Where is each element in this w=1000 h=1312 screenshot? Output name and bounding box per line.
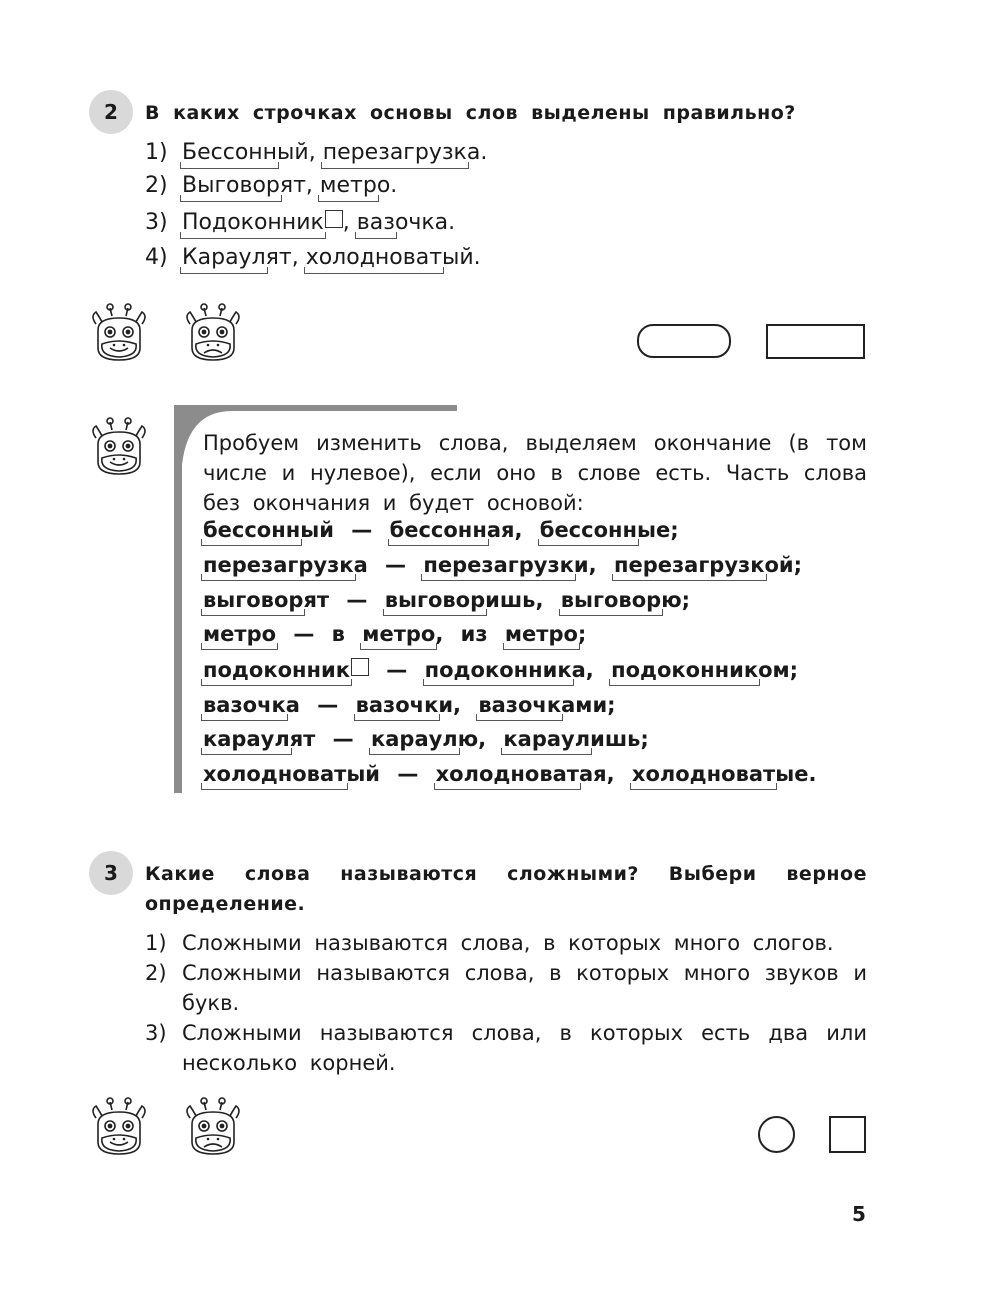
- word-stem: бессонн: [203, 518, 301, 542]
- word-ending: очка.: [394, 210, 456, 235]
- word-ending: —: [369, 658, 425, 682]
- word-ending: ишь;: [590, 727, 649, 751]
- example-line: [203, 588, 690, 612]
- word-stem: вазочк: [203, 693, 286, 717]
- word-ending: ая,: [486, 518, 540, 542]
- word-ending: ,: [342, 210, 357, 235]
- task-3-options: [145, 928, 867, 1078]
- word-stem: перезагрузк: [322, 140, 467, 165]
- giraffe-sad-icon[interactable]: [182, 1096, 244, 1160]
- word-ending: ом;: [758, 658, 799, 682]
- word-stem: перезагрузк: [613, 553, 765, 577]
- word-ending: а —: [353, 553, 424, 577]
- task-3-number: 3: [89, 851, 133, 895]
- example-line: [203, 518, 679, 542]
- example-line: [203, 622, 586, 646]
- word-stem: метр: [319, 173, 377, 198]
- word-stem: вазочк: [478, 693, 562, 717]
- oval-answer-box[interactable]: [637, 324, 731, 358]
- task-3-title: Какие слова называются сложными? Выбери верное определение.: [145, 863, 867, 915]
- hint-text: Пробуем изменить слова, выделяем окончание (в том числе и нулевое), если оно в слове есть. Часть слова без окончания и будет основой:: [203, 431, 867, 515]
- page-number: 5: [852, 1202, 866, 1226]
- word-stem: вазочк: [355, 693, 439, 717]
- giraffe-happy-icon[interactable]: [88, 1096, 150, 1160]
- zero-ending-box: [351, 658, 369, 676]
- word-stem: холодноват: [435, 762, 579, 786]
- word-stem: выговор: [203, 588, 304, 612]
- task-3-option[interactable]: 2) Сложными называются слова, в которых много звуков и букв.: [145, 961, 867, 1015]
- word-ending: ами;: [561, 693, 616, 717]
- word-stem: подоконник: [424, 658, 572, 682]
- word-stem: караул: [503, 727, 591, 751]
- task-2-title: В каких строчках основы слов выделены правильно?: [145, 102, 796, 124]
- word-stem: холодноват: [305, 245, 443, 270]
- task-3-option[interactable]: 3) Сложными называются слова, в которых есть два или несколько корней.: [145, 1021, 867, 1075]
- word-stem: Подоконник: [182, 210, 324, 235]
- example-line: [203, 658, 798, 682]
- word-ending: , из: [435, 622, 505, 646]
- circle-answer-box[interactable]: [758, 1116, 795, 1153]
- word-ending: ят —: [303, 588, 385, 612]
- word-stem: холодноват: [203, 762, 347, 786]
- word-stem: ваз: [356, 210, 395, 235]
- word-stem: подоконник: [203, 658, 350, 682]
- word-stem: метро: [203, 622, 277, 646]
- word-stem: выговор: [560, 588, 662, 612]
- word-stem: холодноват: [631, 762, 776, 786]
- word-ending: ый,: [277, 140, 323, 165]
- word-ending: а,: [571, 658, 612, 682]
- word-ending: ят,: [265, 245, 306, 270]
- word-stem: перезагрузк: [203, 553, 354, 577]
- word-ending: ая,: [578, 762, 632, 786]
- example-line: [203, 553, 802, 577]
- giraffe-sad-icon[interactable]: [182, 302, 244, 366]
- example-line: [203, 727, 649, 751]
- word-ending: ый —: [300, 518, 390, 542]
- task-2-number: 2: [89, 90, 133, 134]
- word-ending: и,: [573, 553, 614, 577]
- word-stem: метро: [362, 622, 436, 646]
- example-line: [203, 693, 616, 717]
- word-ending: ые.: [775, 762, 817, 786]
- word-stem: Выговор: [182, 173, 280, 198]
- word-stem: выговор: [384, 588, 486, 612]
- task-3-option[interactable]: 1) Сложными называются слова, в которых много слогов.: [145, 931, 834, 955]
- word-ending: ю,: [457, 727, 504, 751]
- word-stem: бессонн: [539, 518, 638, 542]
- word-ending: ят,: [279, 173, 320, 198]
- giraffe-happy-icon[interactable]: [88, 302, 150, 366]
- example-line: [203, 762, 816, 786]
- word-stem: метро: [504, 622, 578, 646]
- word-stem: подоконник: [611, 658, 759, 682]
- word-ending: ый —: [346, 762, 436, 786]
- word-stem: Бессонн: [182, 140, 278, 165]
- word-ending: ишь,: [485, 588, 561, 612]
- word-stem: караул: [370, 727, 458, 751]
- word-ending: ят —: [289, 727, 371, 751]
- giraffe-happy-icon: [88, 416, 150, 480]
- word-ending: и,: [438, 693, 479, 717]
- word-stem: перезагрузк: [423, 553, 574, 577]
- word-stem: Караул: [182, 245, 266, 270]
- word-ending: а.: [466, 140, 488, 165]
- square-answer-box[interactable]: [829, 1116, 866, 1153]
- word-ending: ые;: [637, 518, 679, 542]
- word-ending: а —: [285, 693, 356, 717]
- word-ending: ый.: [442, 245, 481, 270]
- word-ending: о.: [376, 173, 398, 198]
- word-ending: ю;: [661, 588, 691, 612]
- word-ending: ой;: [764, 553, 803, 577]
- word-ending: ;: [577, 622, 587, 646]
- word-stem: караул: [203, 727, 290, 751]
- rect-answer-box[interactable]: [766, 324, 865, 359]
- word-ending: — в: [276, 622, 363, 646]
- word-stem: бессонн: [389, 518, 487, 542]
- zero-ending-box: [325, 210, 343, 228]
